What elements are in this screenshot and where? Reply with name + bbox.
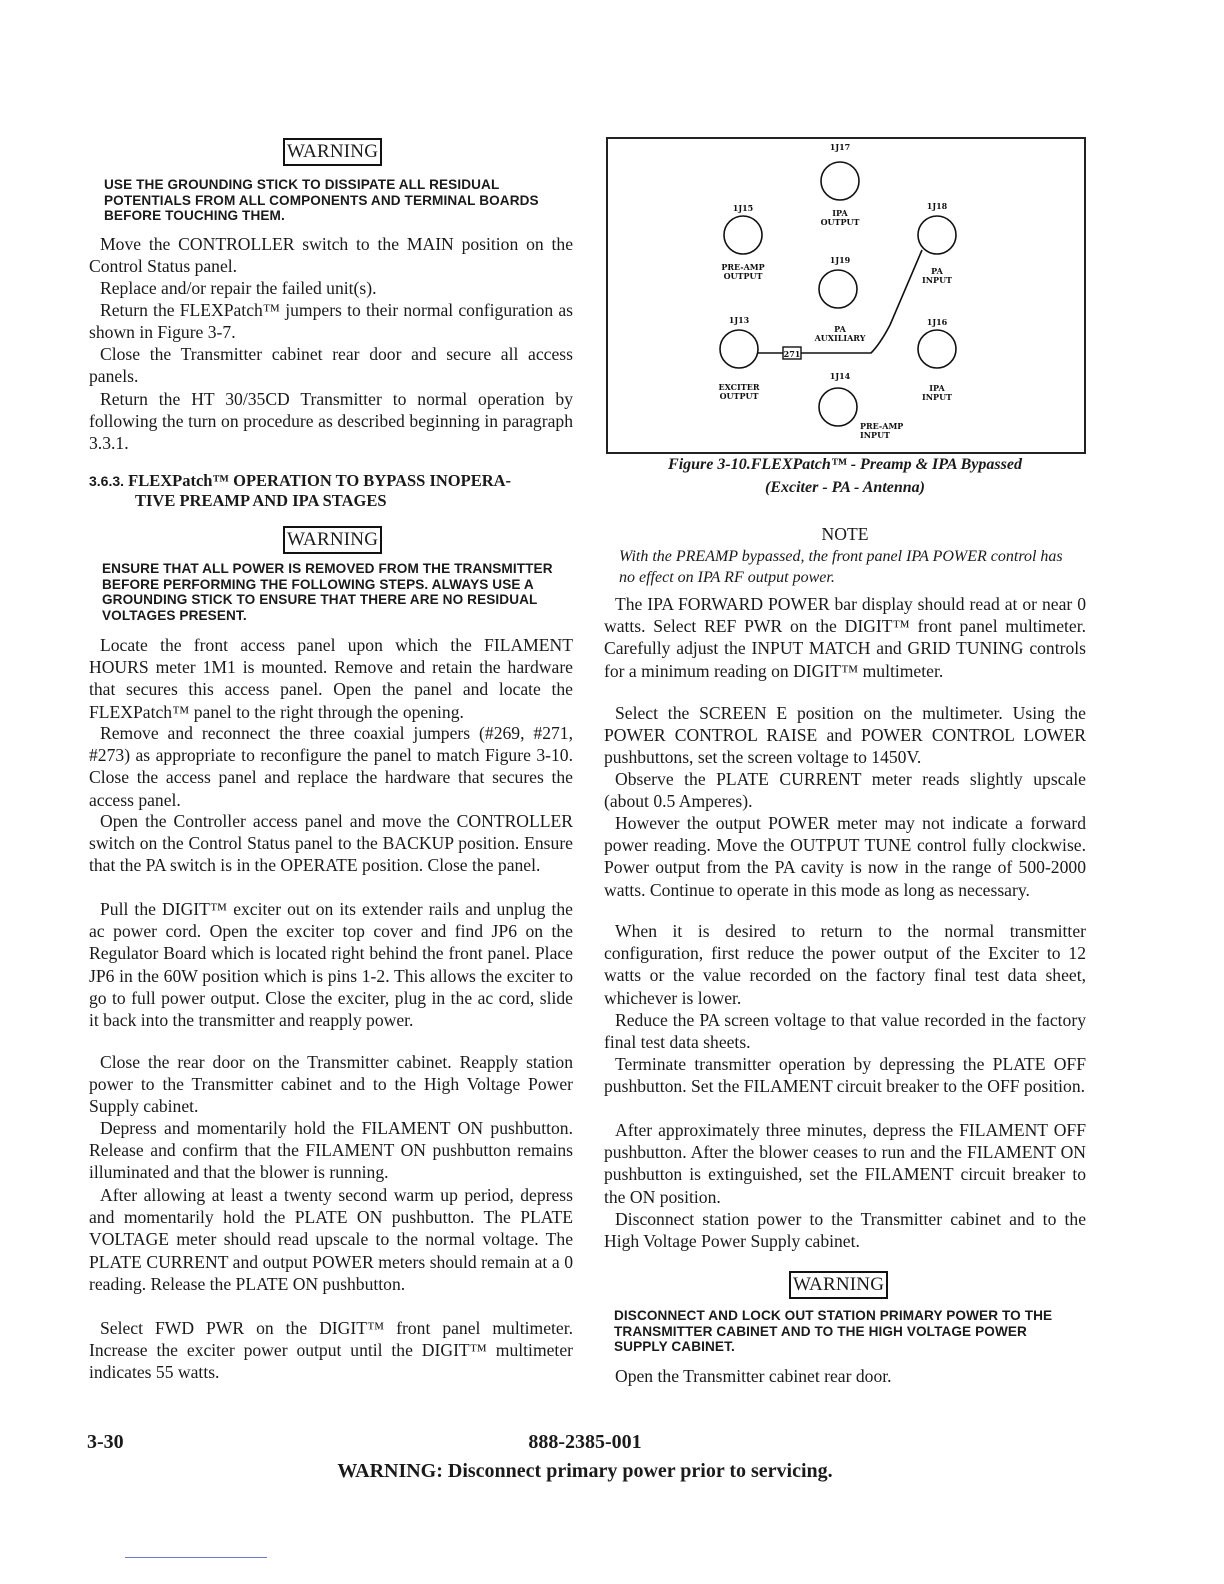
jack-1j19-circle (819, 270, 857, 308)
preamp-output-label-1: PRE-AMP (721, 262, 765, 272)
section-title-line2: TIVE PREAMP AND IPA STAGES (135, 491, 387, 510)
preamp-input-label-2: INPUT (860, 430, 890, 440)
paragraph: Return the FLEXPatch™ jumpers to their normal configuration as shown in Figure 3-7. (89, 300, 573, 343)
document-number: 888-2385-001 (528, 1431, 642, 1453)
ipa-input-label-1: IPA (929, 383, 945, 393)
paragraph: Select the SCREEN E position on the multimeter. Using the POWER CONTROL RAISE and POWER CONTROL LOWER pushbuttons, set the screen voltage to 1450V. (604, 703, 1086, 768)
paragraph: The IPA FORWARD POWER bar display should read at or near 0 watts. Select REF PWR on the DIGIT™ front panel multimeter. Carefully adjust the INPUT MATCH and GRID TUNING controls for a minimum reading on DIGIT™ multimeter. (604, 594, 1086, 681)
jack-1j16-label: 1J16 (926, 317, 948, 327)
paragraph: After allowing at least a twenty second warm up period, depress and momentarily hold the PLATE ON pushbutton. The PLATE VOLTAGE meter should read upscale to the normal voltage. The PLATE CURRENT and output POWER meters should remain at a 0 reading. Release the PLATE ON pushbutton. (89, 1185, 573, 1294)
figure-caption-line2: (Exciter - PA - Antenna) (765, 479, 925, 496)
pa-aux-label-2: AUXILIARY (814, 333, 866, 343)
jack-1j16-circle (918, 330, 956, 368)
section-number: 3.6.3. (89, 473, 125, 489)
jumper-271-label: 271 (783, 349, 801, 359)
warning-text-2: ENSURE THAT ALL POWER IS REMOVED FROM THE TRANSMITTER BEFORE PERFORMING THE FOLLOWING STEPS. ALWAYS USE A GROUNDING STICK TO ENSURE THAT THERE ARE NO RESIDUAL VOLTAGES PRESENT. (102, 561, 553, 623)
paragraph: Depress and momentarily hold the FILAMENT ON pushbutton. Release and confirm that the FILAMENT ON pushbutton remains illuminated and that the blower is running. (89, 1118, 573, 1183)
paragraph: Terminate transmitter operation by depressing the PLATE OFF pushbutton. Set the FILAMENT circuit breaker to the OFF position. (604, 1054, 1086, 1097)
flexpatch-diagram (608, 139, 1084, 452)
preamp-output-label-2: OUTPUT (723, 271, 763, 281)
paragraph: Reduce the PA screen voltage to that value recorded in the factory final test data sheets. (604, 1010, 1086, 1053)
jack-1j13-circle (720, 330, 758, 368)
ipa-input-label-2: INPUT (922, 392, 952, 402)
figure-caption (604, 453, 1086, 499)
paragraph: Disconnect station power to the Transmitter cabinet and to the High Voltage Power Supply cabinet. (604, 1209, 1086, 1252)
paragraph: Select FWD PWR on the DIGIT™ front panel multimeter. Increase the exciter power output until the DIGIT™ multimeter indicates 55 watts. (89, 1318, 573, 1383)
paragraph: Pull the DIGIT™ exciter out on its extender rails and unplug the ac power cord. Open the exciter top cover and find JP6 on the Regulator Board which is located right behind the front panel. Place JP6 in the 60W position which is pins 1-2. This allows the exciter to go to full power output. Close the exciter, plug in the ac cord, slide it back into the transmitter and reapply power. (89, 899, 573, 1031)
divider (125, 1557, 267, 1558)
preamp-input-label-1: PRE-AMP (860, 421, 904, 431)
warning-text-1: USE THE GROUNDING STICK TO DISSIPATE ALL RESIDUAL POTENTIALS FROM ALL COMPONENTS AND TERMINAL BOARDS BEFORE TOUCHING THEM. (104, 177, 539, 224)
pa-input-label-1: PA (931, 266, 943, 276)
paragraph: Remove and reconnect the three coaxial jumpers (#269, #271, #273) as appropriate to reconfigure the panel to match Figure 3-10. Close the access panel and replace the hardware that secures the access panel. (89, 723, 573, 810)
jack-1j13-label: 1J13 (728, 315, 750, 325)
ipa-output-label-2: OUTPUT (820, 217, 860, 227)
warning-label-2: WARNING (283, 526, 382, 554)
section-heading (89, 471, 573, 511)
ipa-output-label-1: IPA (832, 208, 848, 218)
warning-label-1: WARNING (283, 138, 382, 166)
note-heading: NOTE (821, 524, 869, 544)
warning-text-3: DISCONNECT AND LOCK OUT STATION PRIMARY POWER TO THE TRANSMITTER CABINET AND TO THE HIGH VOLTAGE POWER SUPPLY CABINET. (614, 1308, 1053, 1355)
jack-1j14-circle (819, 388, 857, 426)
pa-aux-label-1: PA (834, 324, 846, 334)
paragraph: When it is desired to return to the normal transmitter configuration, first reduce the power output of the Exciter to 12 watts or the value recorded on the factory final test data sheet, whichever is lower. (604, 921, 1086, 1008)
paragraph: Open the Controller access panel and move the CONTROLLER switch on the Control Status panel to the BACKUP position. Ensure that the PA switch is in the OPERATE position. Close the panel. (89, 811, 573, 876)
jack-1j19-label: 1J19 (829, 255, 851, 265)
page-number: 3-30 (87, 1431, 124, 1453)
jack-1j17-label: 1J17 (829, 142, 851, 152)
paragraph: However the output POWER meter may not indicate a forward power reading. Move the OUTPUT TUNE control fully clockwise. Power output from the PA cavity is now in the range of 500-2000 watts. Continue to operate in this mode as long as necessary. (604, 813, 1086, 900)
paragraph: Locate the front access panel upon which the FILAMENT HOURS meter 1M1 is mounted. Remove and retain the hardware that secures this access panel. Open the panel and locate the FLEXPatch™ panel to the right through the opening. (89, 635, 573, 722)
paragraph: Open the Transmitter cabinet rear door. (615, 1366, 892, 1386)
paragraph: Observe the PLATE CURRENT meter reads slightly upscale (about 0.5 Amperes). (604, 769, 1086, 812)
jack-1j14-label: 1J14 (829, 371, 851, 381)
footer-warning: WARNING: Disconnect primary power prior to servicing. (337, 1460, 833, 1482)
jack-1j18-label: 1J18 (926, 201, 948, 211)
flexpatch-figure (606, 137, 1086, 454)
paragraph: Close the rear door on the Transmitter cabinet. Reapply station power to the Transmitter cabinet and to the High Voltage Power Supply cabinet. (89, 1052, 573, 1117)
figure-caption-line1: Figure 3-10.FLEXPatch™ - Preamp & IPA Bypassed (668, 456, 1022, 473)
warning-label-3: WARNING (789, 1271, 888, 1299)
pa-input-label-2: INPUT (922, 275, 952, 285)
note-text: With the PREAMP bypassed, the front panel IPA POWER control has no effect on IPA RF output power. (619, 548, 1063, 586)
paragraph: Close the Transmitter cabinet rear door and secure all access panels. (89, 344, 573, 387)
paragraph: Return the HT 30/35CD Transmitter to normal operation by following the turn on procedure as described beginning in paragraph 3.3.1. (89, 389, 573, 454)
paragraph: Replace and/or repair the failed unit(s). (100, 278, 377, 298)
paragraph: Move the CONTROLLER switch to the MAIN position on the Control Status panel. (89, 234, 573, 277)
jack-1j18-circle (918, 216, 956, 254)
exciter-output-label-1: EXCITER (718, 382, 760, 392)
section-title-line1: FLEXPatch™ OPERATION TO BYPASS INOPERA- (128, 471, 512, 490)
jack-1j15-label: 1J15 (732, 203, 754, 213)
paragraph: After approximately three minutes, depress the FILAMENT OFF pushbutton. After the blower ceases to run and the FILAMENT ON pushbutton is extinguished, set the FILAMENT circuit breaker to the ON position. (604, 1120, 1086, 1207)
jack-1j15-circle (724, 216, 762, 254)
jack-1j17-circle (821, 162, 859, 200)
exciter-output-label-2: OUTPUT (719, 391, 759, 401)
